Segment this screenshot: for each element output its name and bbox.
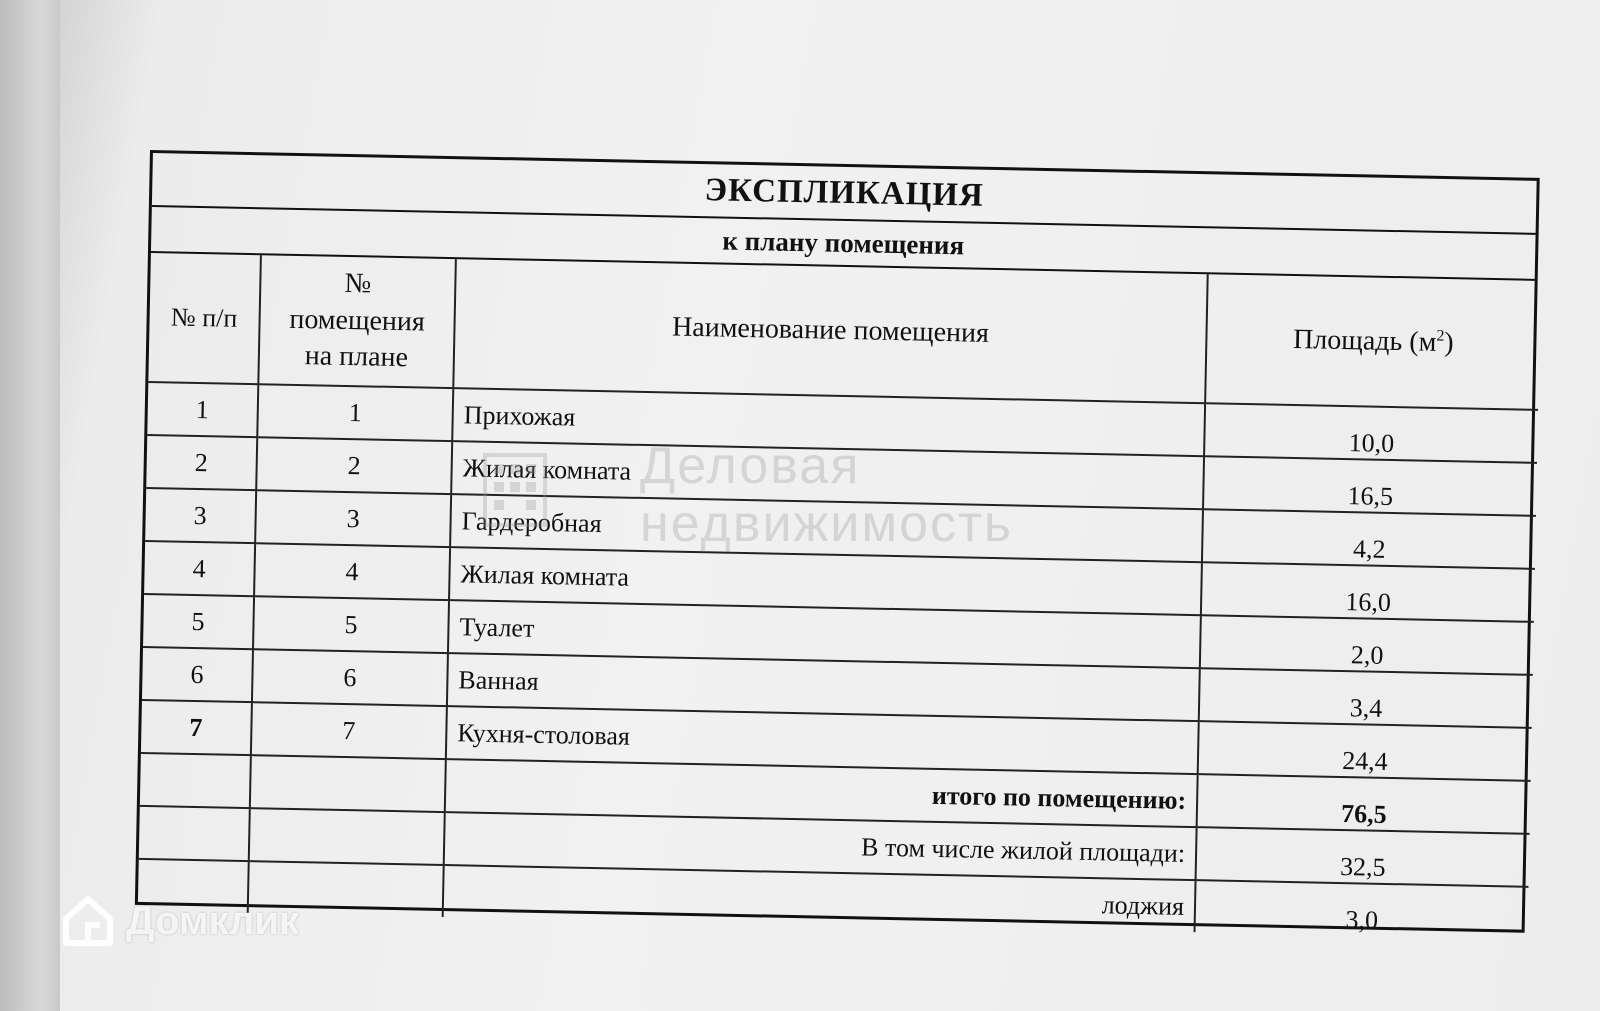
header-room-number — [258, 255, 456, 388]
row-num: 5 — [143, 594, 254, 649]
header-area — [1205, 274, 1541, 410]
total-label: итого по помещению: — [445, 759, 1198, 827]
row-num: 6 — [142, 647, 253, 702]
row-room: 2 — [256, 437, 452, 494]
header-room-no-line3: на плане — [304, 340, 409, 374]
row-room: 6 — [252, 649, 448, 706]
watermark-line2: недвижимость — [640, 495, 1013, 553]
page-edge — [0, 0, 60, 1011]
watermark-line1: Деловая — [640, 437, 861, 495]
header-room-name: Наименование помещения — [453, 259, 1207, 403]
row-room: 7 — [251, 702, 447, 759]
header-area-text: Площадь (м — [1292, 323, 1437, 358]
row-area: 10,0 — [1204, 403, 1538, 463]
header-area-close: ) — [1444, 326, 1454, 358]
row-name: Гардеробная — [450, 494, 1203, 562]
row-name: Жилая комната — [449, 547, 1202, 615]
row-room: 3 — [255, 490, 451, 547]
row-area: 16,5 — [1203, 456, 1537, 516]
explication-table — [138, 253, 1541, 939]
header-room-no-line1: № — [344, 268, 372, 300]
loggia-value: 3,0 — [1195, 880, 1529, 939]
row-room: 1 — [257, 384, 453, 441]
row-name: Туалет — [448, 600, 1201, 668]
row-num: 2 — [146, 435, 257, 490]
row-area: 16,0 — [1201, 562, 1535, 622]
empty-cell — [140, 753, 251, 808]
row-num: 1 — [147, 382, 258, 437]
row-area: 4,2 — [1202, 509, 1536, 569]
row-name: Кухня-столовая — [446, 706, 1199, 774]
row-room: 5 — [253, 596, 449, 653]
header-room-no-line2: помещения — [289, 303, 426, 338]
header-num: № п/п — [148, 253, 261, 384]
row-name: Ванная — [447, 653, 1200, 721]
row-name: Жилая комната — [451, 441, 1204, 509]
row-room: 4 — [254, 543, 450, 600]
row-area: 24,4 — [1198, 721, 1532, 781]
empty-cell — [249, 808, 445, 865]
living-value: 32,5 — [1196, 827, 1530, 887]
domclick-logo — [60, 893, 299, 949]
header-area-sup: 2 — [1436, 327, 1445, 345]
row-num: 7 — [141, 700, 252, 755]
living-label: В том числе жилой площади: — [444, 812, 1197, 880]
document-title: ЭКСПЛИКАЦИЯ — [152, 153, 1537, 235]
total-value: 76,5 — [1197, 774, 1531, 834]
row-area: 3,4 — [1199, 668, 1533, 728]
explication-table-frame — [135, 150, 1540, 933]
document-subtitle: к плану помещения — [151, 207, 1536, 281]
house-icon — [60, 893, 116, 949]
row-num: 3 — [145, 488, 256, 543]
empty-cell — [250, 755, 446, 812]
loggia-label: лоджия — [443, 865, 1196, 932]
empty-cell — [139, 806, 250, 861]
row-area: 2,0 — [1200, 615, 1534, 675]
logo-text: Домклик — [126, 898, 300, 943]
row-num: 4 — [144, 541, 255, 596]
row-name: Прихожая — [452, 388, 1205, 456]
